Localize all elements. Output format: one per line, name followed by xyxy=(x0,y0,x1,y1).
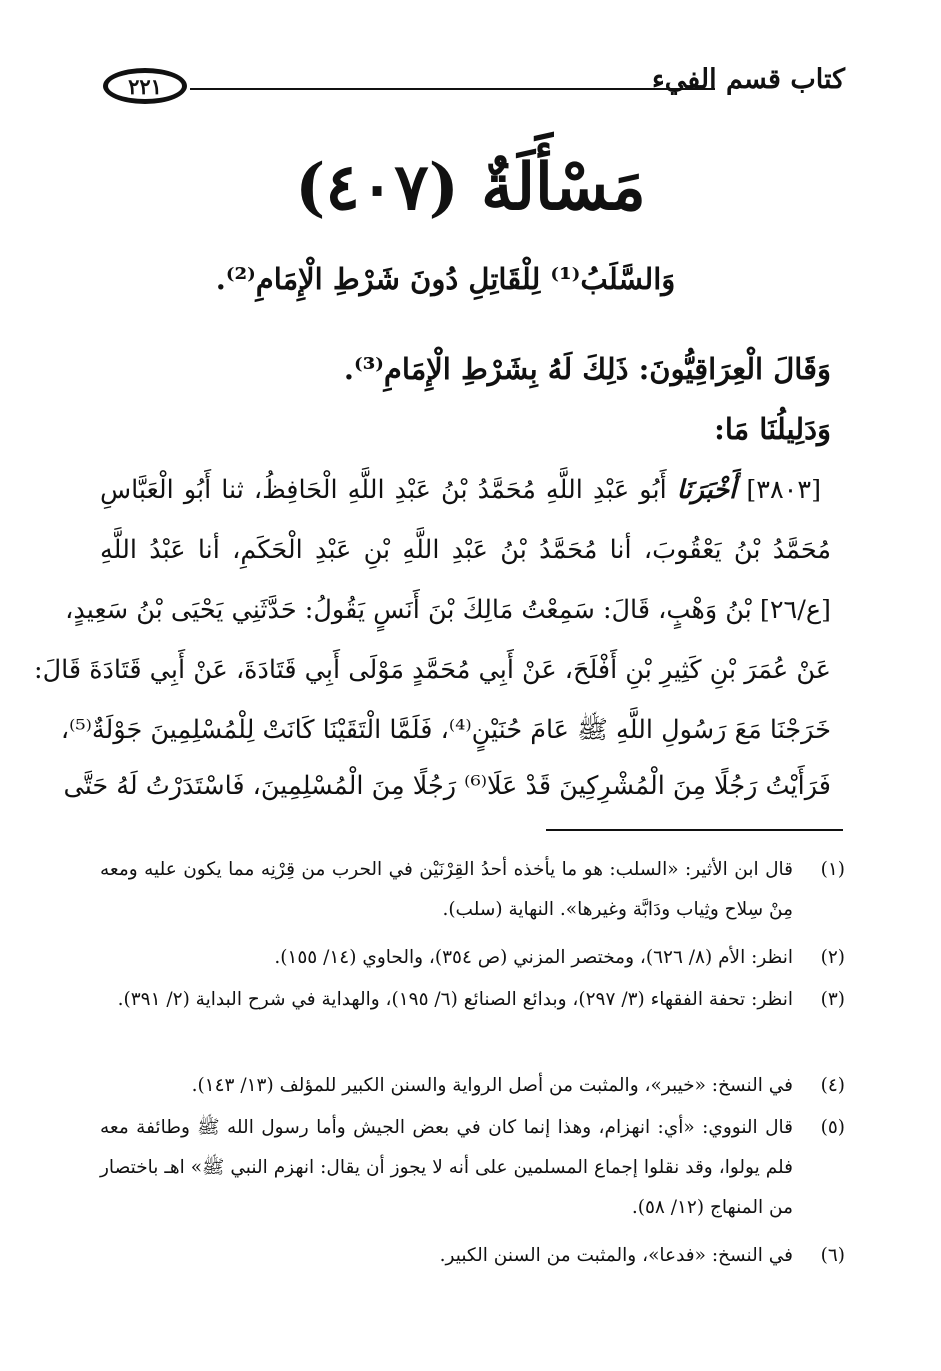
legal-statement: وَالسَّلَبُ⁽¹⁾ لِلْقَاتِلِ دُونَ شَرْطِ الْإِمَامِ⁽²⁾. xyxy=(215,262,676,296)
footnote-text: انظر: تحفة الفقهاء (٣/ ٢٩٧)، وبدائع الصنائع (٦/ ١٩٥)، والهداية في شرح البداية (٢/ ٣٩١). xyxy=(117,989,793,1010)
footnote-text: قال النووي: «أي: انهزام، وهذا إنما كان في بعض الجيش وأما رسول الله ﷺ وطائفة معه فلم يولوا، وقد نقلوا إجماع المسلمين على أنه لا يجوز أن يقال: انهزم النبي ﷺ» اهـ باختصار من المنهاج (١٢/ ٥٨). xyxy=(100,1117,793,1218)
running-header-title: كتاب قسم الفيء xyxy=(652,64,845,95)
footnote-2 xyxy=(100,938,845,978)
footnote-number: (١) xyxy=(820,859,845,880)
hadith-line-2: مُحَمَّدُ بْنُ يَعْقُوبَ، أنا مُحَمَّدُ بْنُ عَبْدِ اللَّهِ بْنِ عَبْدِ الْحَكَمِ، أنا عَبْدُ اللَّهِ xyxy=(100,535,831,565)
footnote-3 xyxy=(100,980,845,1020)
footnote-separator xyxy=(546,829,843,831)
footnote-number: (٥) xyxy=(820,1117,845,1138)
hadith-number: [٣٨٠٣] xyxy=(746,475,822,505)
header-rule xyxy=(190,88,715,90)
footnote-text: في النسخ: «فدعا»، والمثبت من السنن الكبير. xyxy=(439,1245,793,1266)
footnote-number: (٢) xyxy=(820,947,845,968)
hadith-line-6: فَرَأَيْتُ رَجُلًا مِنَ الْمُشْرِكِينَ قَدْ عَلَا⁽⁶⁾ رَجُلًا مِنَ الْمُسْلِمِينَ، فَاسْتَدَرْتُ لَهُ حَتَّى xyxy=(63,771,831,801)
footnote-text: قال ابن الأثير: «السلب: هو ما يأخذه أحدُ القِرْنَيْن في الحرب من قِرْنِه مما يكون عليه ومعه مِنْ سِلاح وثِياب ودَابَّة وغيرها». النهاية (سلب). xyxy=(100,859,793,920)
footnote-number: (٣) xyxy=(820,989,845,1010)
evidence-label: وَدَلِيلُنَا مَا: xyxy=(714,412,831,446)
footnote-text: انظر: الأم (٨/ ٦٢٦)، ومختصر المزني (ص ٣٥٤)، والحاوي (١٤/ ١٥٥). xyxy=(274,947,793,968)
opposing-view: وَقَالَ الْعِرَاقِيُّونَ: ذَلِكَ لَهُ بِشَرْطِ الْإِمَامِ⁽³⁾. xyxy=(343,352,831,386)
page-number-oval xyxy=(103,68,187,104)
footnote-number: (٦) xyxy=(820,1245,845,1266)
hadith-line-1-text: أَبُو عَبْدِ اللَّهِ مُحَمَّدُ بْنُ عَبْدِ اللَّهِ الْحَافِظُ، ثنا أَبُو الْعَبَّاسِ xyxy=(100,475,667,505)
footnote-number: (٤) xyxy=(820,1075,845,1096)
footnote-5 xyxy=(100,1108,845,1228)
footnote-text: في النسخ: «خيبر»، والمثبت من أصل الرواية والسنن الكبير للمؤلف (١٣/ ١٤٣). xyxy=(191,1075,793,1096)
hadith-line-4: عَنْ عُمَرَ بْنِ كَثِيرِ بْنِ أَفْلَحَ، عَنْ أَبِي مُحَمَّدٍ مَوْلَى أَبِي قَتَادَةَ، عَنْ أَبِي قَتَادَةَ قَالَ: xyxy=(34,655,831,685)
hadith-line-1 xyxy=(100,470,821,510)
footnote-4 xyxy=(100,1066,845,1106)
footnote-6 xyxy=(100,1236,845,1276)
hadith-line-5: خَرَجْنَا مَعَ رَسُولِ اللَّهِ ﷺ عَامَ حُنَيْنٍ⁽⁴⁾، فَلَمَّا الْتَقَيْنَا كَانَتْ لِلْمُسْلِمِينَ جَوْلَةٌ⁽⁵⁾، xyxy=(60,715,831,745)
narration-verb: أَخْبَرَنَا xyxy=(676,475,737,505)
masala-heading: مَسْأَلَةٌ (٤٠٧) xyxy=(295,150,646,225)
page-number: ٢٢١ xyxy=(128,73,162,99)
footnote-1 xyxy=(100,850,845,930)
hadith-line-3: [ع/٢٦] بْنُ وَهْبٍ، قَالَ: سَمِعْتُ مَالِكَ بْنَ أَنَسٍ يَقُولُ: حَدَّثَنِي يَحْيَى بْنُ سَعِيدٍ، xyxy=(65,595,831,625)
